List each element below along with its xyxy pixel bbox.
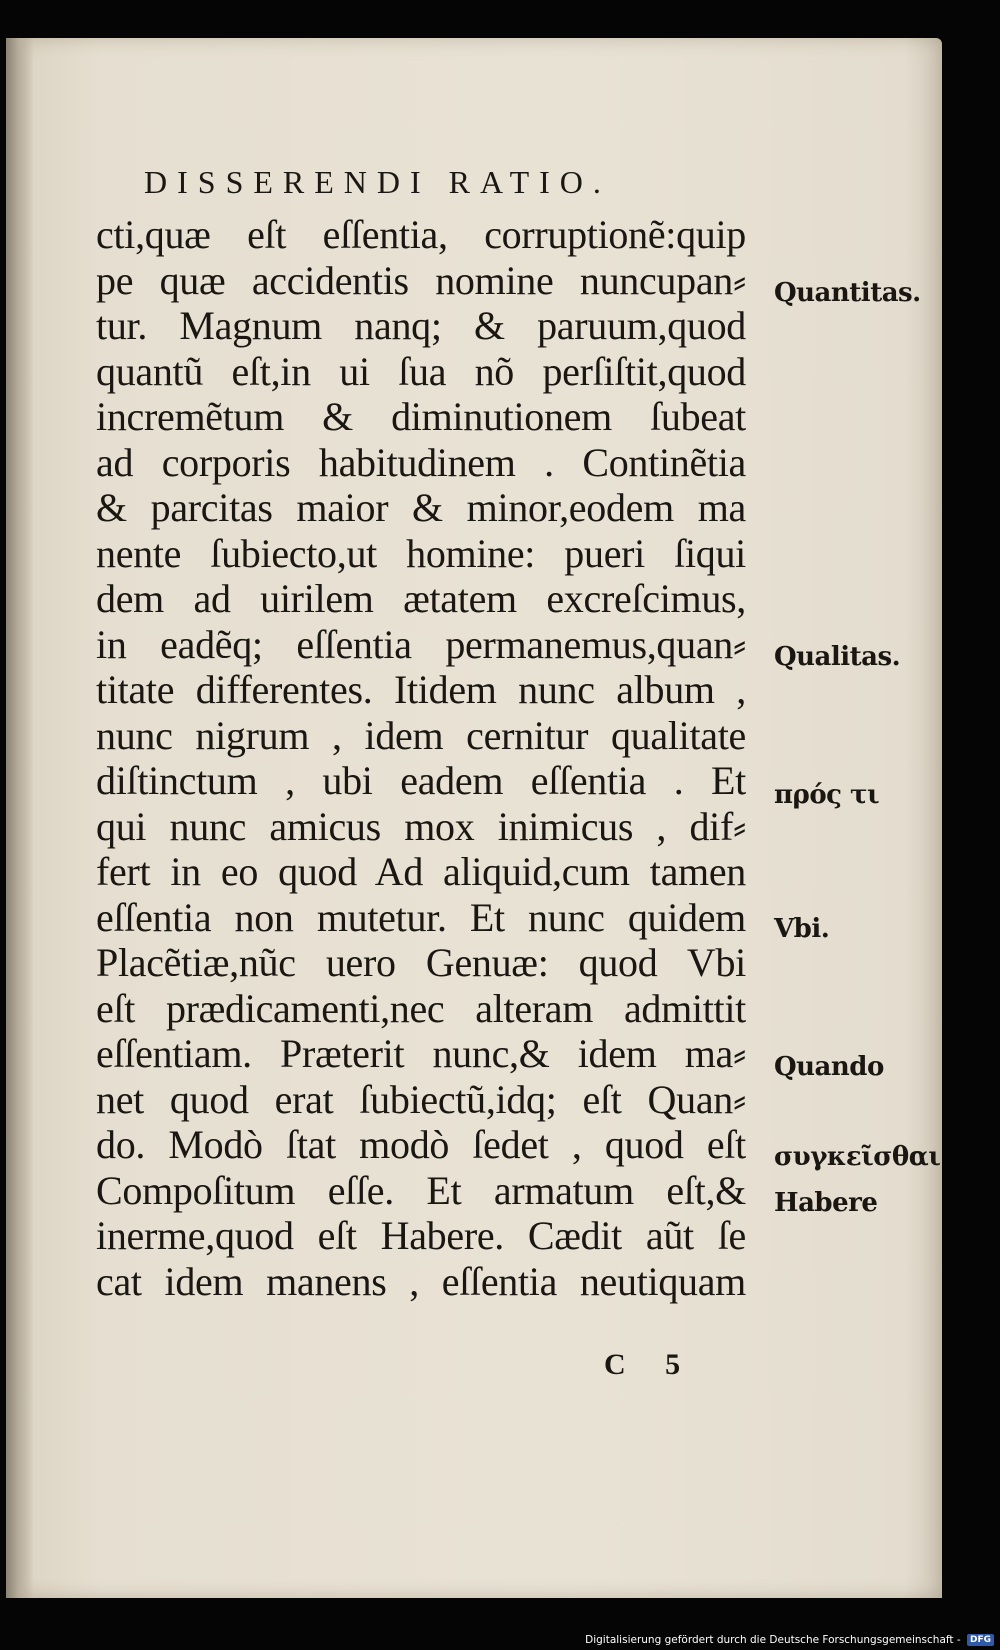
digitization-credit: [585, 1634, 994, 1646]
running-head: DISSERENDI RATIO.: [144, 164, 611, 200]
text-line-16: eſſentia non mutetur. Et nunc quidem: [96, 894, 746, 940]
margin-note-habere: Habere: [774, 1188, 878, 1218]
margin-note-pros-ti: πρός τι: [774, 780, 880, 810]
text-line-9: dem ad uirilem ætatem excreſcimus,: [96, 576, 746, 621]
text-line-4: quantũ eſt,in ui ſua nõ perſiſtit,quod: [96, 348, 746, 394]
text-line-20: net quod erat ſubiectũ,idq; eſt Quan⸗: [96, 1076, 746, 1122]
text-line-13: diſtinctum , ubi eadem eſſentia . Et: [96, 758, 746, 803]
text-line-22: Compoſitum eſſe. Et armatum eſt,&: [96, 1167, 746, 1213]
text-line-7: & parcitas maior & minor,eodem ma: [96, 485, 746, 530]
text-line-10: in eadẽq; eſſentia permanemus,quan⸗: [96, 621, 746, 667]
page-gutter-shadow: [6, 38, 34, 1598]
body-text: [96, 212, 746, 1304]
margin-note-quantitas: Quantitas.: [774, 278, 921, 308]
margin-note-ubi: Vbi.: [774, 914, 830, 944]
text-line-12: nunc nigrum , idem cernitur qualitate: [96, 712, 746, 758]
text-line-23: inerme,quod eſt Habere. Cædit aũt ſe: [96, 1213, 746, 1258]
text-line-3: tur. Magnum nanq; & paruum,quod: [96, 303, 746, 348]
text-line-24: cat idem manens , eſſentia neutiquam: [96, 1258, 746, 1304]
text-line-15: fert in eo quod Ad aliquid,cum tamen: [96, 849, 746, 894]
text-line-19: eſſentiam. Præterit nunc,& idem ma⸗: [96, 1031, 746, 1076]
text-line-18: eſt prædicamenti,nec alteram admittit: [96, 985, 746, 1031]
credit-text: Digitalisierung gefördert durch die Deutsche Forschungsgemeinschaft -: [585, 1634, 961, 1646]
text-line-21: do. Modò ſtat modò ſedet , quod eſt: [96, 1122, 746, 1167]
text-line-17: Placẽtiæ,nũc uero Genuæ: quod Vbi: [96, 940, 746, 985]
text-line-14: qui nunc amicus mox inimicus , dif⸗: [96, 803, 746, 849]
text-line-5: incremẽtum & diminutionem ſubeat: [96, 394, 746, 439]
text-line-1: cti,quæ eſt eſſentia, corruptionẽ:quip: [96, 212, 746, 257]
text-line-2: pe quæ accidentis nomine nuncupan⸗: [96, 257, 746, 303]
dfg-logo[interactable]: DFG: [967, 1634, 994, 1646]
margin-note-qualitas: Qualitas.: [774, 642, 901, 672]
text-line-8: nente ſubiecto,ut homine: pueri ſiqui: [96, 530, 746, 576]
margin-note-synkeisthai: συγκεῖσθαι: [774, 1142, 941, 1172]
text-line-6: ad corporis habitudinem . Continẽtia: [96, 439, 746, 485]
text-line-11: titate differentes. Itidem nunc album ,: [96, 667, 746, 712]
book-page: [6, 38, 942, 1598]
signature-mark: C 5: [604, 1348, 697, 1381]
margin-note-quando: Quando: [774, 1052, 884, 1082]
